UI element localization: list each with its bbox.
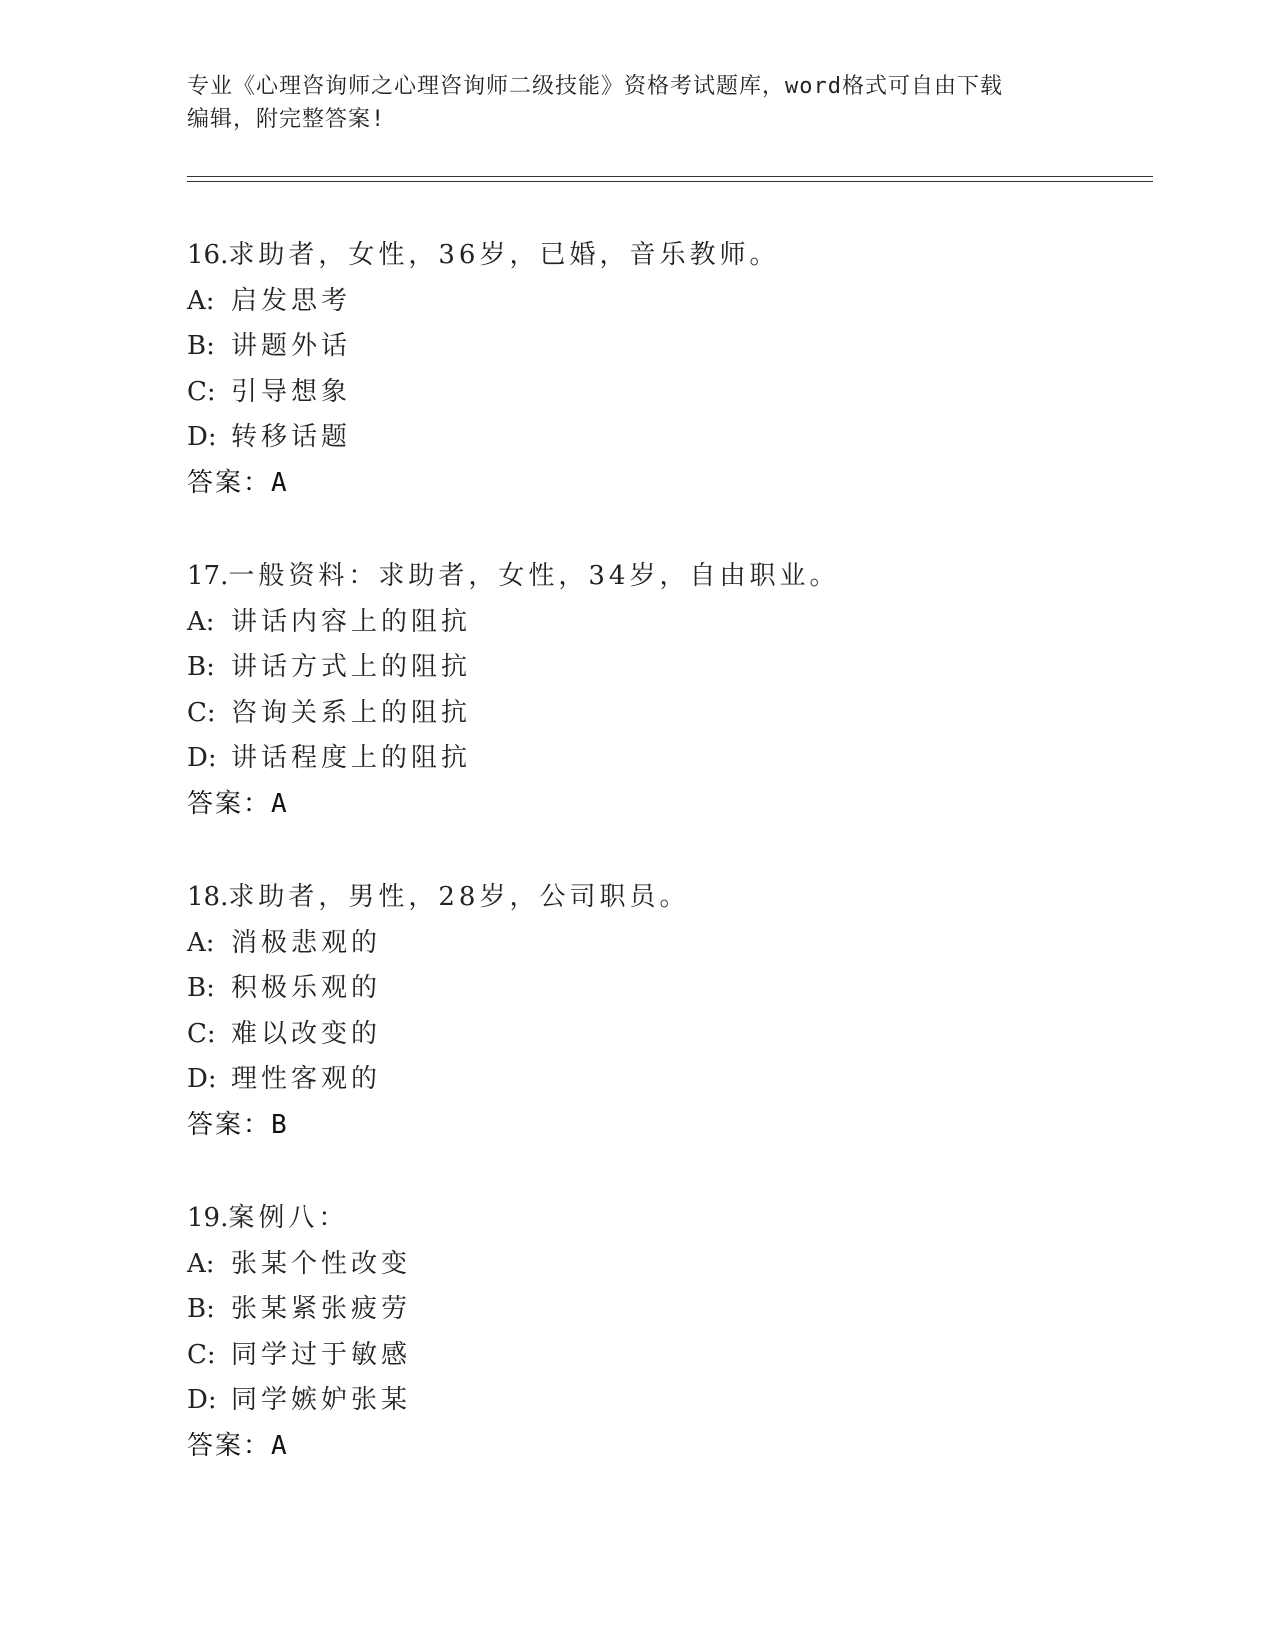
- question-19: [187, 1196, 1147, 1469]
- option-d: [187, 1378, 1147, 1424]
- option-text: 转移话题: [231, 422, 352, 452]
- option-label: B:: [187, 652, 215, 682]
- option-a: [187, 600, 1147, 646]
- question-number: 17.: [187, 561, 229, 591]
- option-text: 讲话方式上的阻抗: [231, 652, 472, 682]
- header-divider-bottom: [187, 181, 1153, 182]
- option-label: C:: [187, 376, 216, 407]
- option-text: 引导想象: [231, 376, 352, 407]
- option-label: A:: [187, 285, 215, 316]
- question-text: 求助者，女性，36岁，已婚，音乐教师。: [228, 240, 780, 270]
- option-b: [187, 1287, 1147, 1333]
- answer-line: 答案：A: [187, 1430, 289, 1461]
- option-b: [187, 324, 1147, 370]
- option-text: 难以改变的: [231, 1018, 382, 1049]
- option-text: 咨询关系上的阻抗: [231, 697, 472, 728]
- answer-line: 答案：A: [187, 467, 289, 498]
- option-a: [187, 1242, 1147, 1288]
- question-number: 19.: [187, 1203, 229, 1233]
- question-stem: [187, 875, 1147, 921]
- question-list: [187, 233, 1147, 1517]
- question-text: 求助者，男性，28岁，公司职员。: [228, 882, 690, 912]
- option-d: [187, 415, 1147, 461]
- header-line-2: 编辑，附完整答案!: [187, 107, 386, 132]
- question-number: 16.: [187, 240, 229, 270]
- question-number: 18.: [187, 882, 229, 912]
- header-divider-top: [187, 176, 1153, 177]
- option-text: 讲话程度上的阻抗: [231, 743, 472, 773]
- option-label: D:: [187, 422, 217, 452]
- option-b: [187, 645, 1147, 691]
- option-text: 消极悲观的: [231, 927, 382, 958]
- option-text: 张某个性改变: [231, 1248, 412, 1279]
- option-text: 启发思考: [231, 285, 352, 316]
- question-16: [187, 233, 1147, 506]
- option-c: [187, 370, 1147, 416]
- option-text: 同学嫉妒张某: [231, 1385, 412, 1415]
- option-label: D:: [187, 1064, 217, 1094]
- question-18: [187, 875, 1147, 1148]
- option-a: [187, 279, 1147, 325]
- option-text: 讲话内容上的阻抗: [231, 606, 472, 637]
- option-label: B:: [187, 331, 215, 361]
- question-text: 一般资料：求助者，女性，34岁，自由职业。: [228, 561, 840, 591]
- question-stem: [187, 233, 1147, 279]
- option-label: B:: [187, 973, 215, 1003]
- option-text: 积极乐观的: [231, 973, 382, 1003]
- answer-line: 答案：B: [187, 1109, 289, 1140]
- option-text: 同学过于敏感: [231, 1339, 412, 1370]
- header-line-1: 专业《心理咨询师之心理咨询师二级技能》资格考试题库，word格式可自由下载: [187, 74, 1003, 99]
- question-17: [187, 554, 1147, 827]
- answer-line: 答案：A: [187, 788, 289, 819]
- option-text: 理性客观的: [231, 1064, 382, 1094]
- option-a: [187, 921, 1147, 967]
- document-header: [187, 70, 1067, 136]
- option-c: [187, 1333, 1147, 1379]
- option-text: 讲题外话: [231, 331, 352, 361]
- option-b: [187, 966, 1147, 1012]
- option-d: [187, 1057, 1147, 1103]
- question-text: 案例八：: [228, 1203, 349, 1233]
- option-label: D:: [187, 743, 217, 773]
- option-label: A:: [187, 927, 215, 958]
- option-label: C:: [187, 1339, 216, 1370]
- option-text: 张某紧张疲劳: [231, 1294, 412, 1324]
- option-label: A:: [187, 606, 215, 637]
- option-label: B:: [187, 1294, 215, 1324]
- question-stem: [187, 1196, 1147, 1242]
- option-c: [187, 691, 1147, 737]
- option-label: C:: [187, 1018, 216, 1049]
- option-label: D:: [187, 1385, 217, 1415]
- question-stem: [187, 554, 1147, 600]
- option-c: [187, 1012, 1147, 1058]
- option-d: [187, 736, 1147, 782]
- option-label: C:: [187, 697, 216, 728]
- option-label: A:: [187, 1248, 215, 1279]
